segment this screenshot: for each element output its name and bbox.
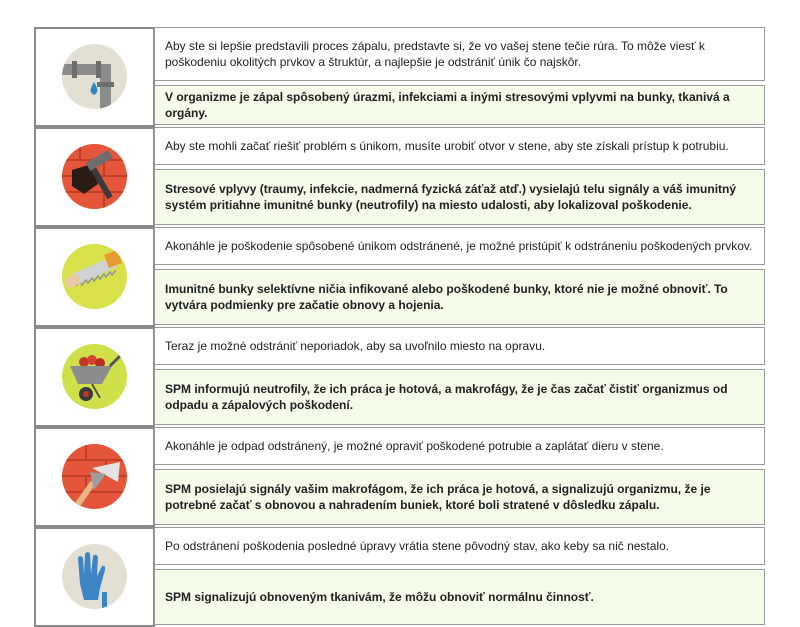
saw-icon	[62, 244, 127, 309]
icon-cell	[34, 527, 155, 627]
inflammation-analogy-table	[34, 27, 767, 627]
analogy-text: Po odstránení poškodenia posledné úpravy vrátia stene pôvodný stav, ako keby sa nič nestalo.	[154, 527, 765, 565]
table-row	[34, 127, 767, 227]
table-row	[34, 327, 767, 427]
physiology-text: SPM informujú neutrofily, že ich práca je hotová, a makrofágy, že je čas začať čistiť organizmus od odpadu a zápalových poškodení.	[154, 369, 765, 425]
icon-cell	[34, 327, 155, 427]
physiology-text: SPM signalizujú obnoveným tkanivám, že môžu obnoviť normálnu činnosť.	[154, 569, 765, 625]
table-row	[34, 27, 767, 127]
hammer-brick-wall-icon	[62, 144, 127, 209]
icon-cell	[34, 427, 155, 527]
icon-cell	[34, 27, 155, 127]
analogy-text: Aby ste mohli začať riešiť problém s únikom, musíte urobiť otvor v stene, aby ste získali prístup k potrubiu.	[154, 127, 765, 165]
physiology-text: Stresové vplyvy (traumy, infekcie, nadmerná fyzická záťaž atď.) vysielajú telu signály a váš imunitný systém pritiahne imunitné bunky (neutrofily) na miesto udalosti, aby lokalizoval poškodenie.	[154, 169, 765, 225]
physiology-text: Imunitné bunky selektívne ničia infikované alebo poškodené bunky, ktoré nie je možné obnoviť. To vytvára podmienky pre začatie obnovy a hojenia.	[154, 269, 765, 325]
physiology-text: V organizme je zápal spôsobený úrazmi, infekciami a inými stresovými vplyvmi na bunky, tkanivá a orgány.	[154, 85, 765, 125]
analogy-text: Akonáhle je poškodenie spôsobené únikom odstránené, je možné pristúpiť k odstráneniu poškodených prvkov.	[154, 227, 765, 265]
analogy-text: Akonáhle je odpad odstránený, je možné opraviť poškodené potrubie a zaplátať dieru v stene.	[154, 427, 765, 465]
glove-paint-roller-icon	[62, 544, 127, 609]
trowel-brick-wall-icon	[62, 444, 127, 509]
physiology-text: SPM posielajú signály vašim makrofágom, že ich práca je hotová, a signalizujú organizmu, že je potrebné začať s obnovou a nahradením buniek, ktoré boli stratené v dôsledku zápalu.	[154, 469, 765, 525]
icon-cell	[34, 227, 155, 327]
table-row	[34, 227, 767, 327]
table-row	[34, 527, 767, 627]
leaking-pipe-icon	[62, 44, 127, 109]
icon-cell	[34, 127, 155, 227]
analogy-text: Teraz je možné odstrániť neporiadok, aby sa uvoľnilo miesto na opravu.	[154, 327, 765, 365]
table-row	[34, 427, 767, 527]
wheelbarrow-icon	[62, 344, 127, 409]
analogy-text: Aby ste si lepšie predstavili proces zápalu, predstavte si, že vo vašej stene tečie rúra. To môže viesť k poškodeniu okolitých prvkov a štruktúr, a najlepšie je odstrániť únik čo najskôr.	[154, 27, 765, 81]
